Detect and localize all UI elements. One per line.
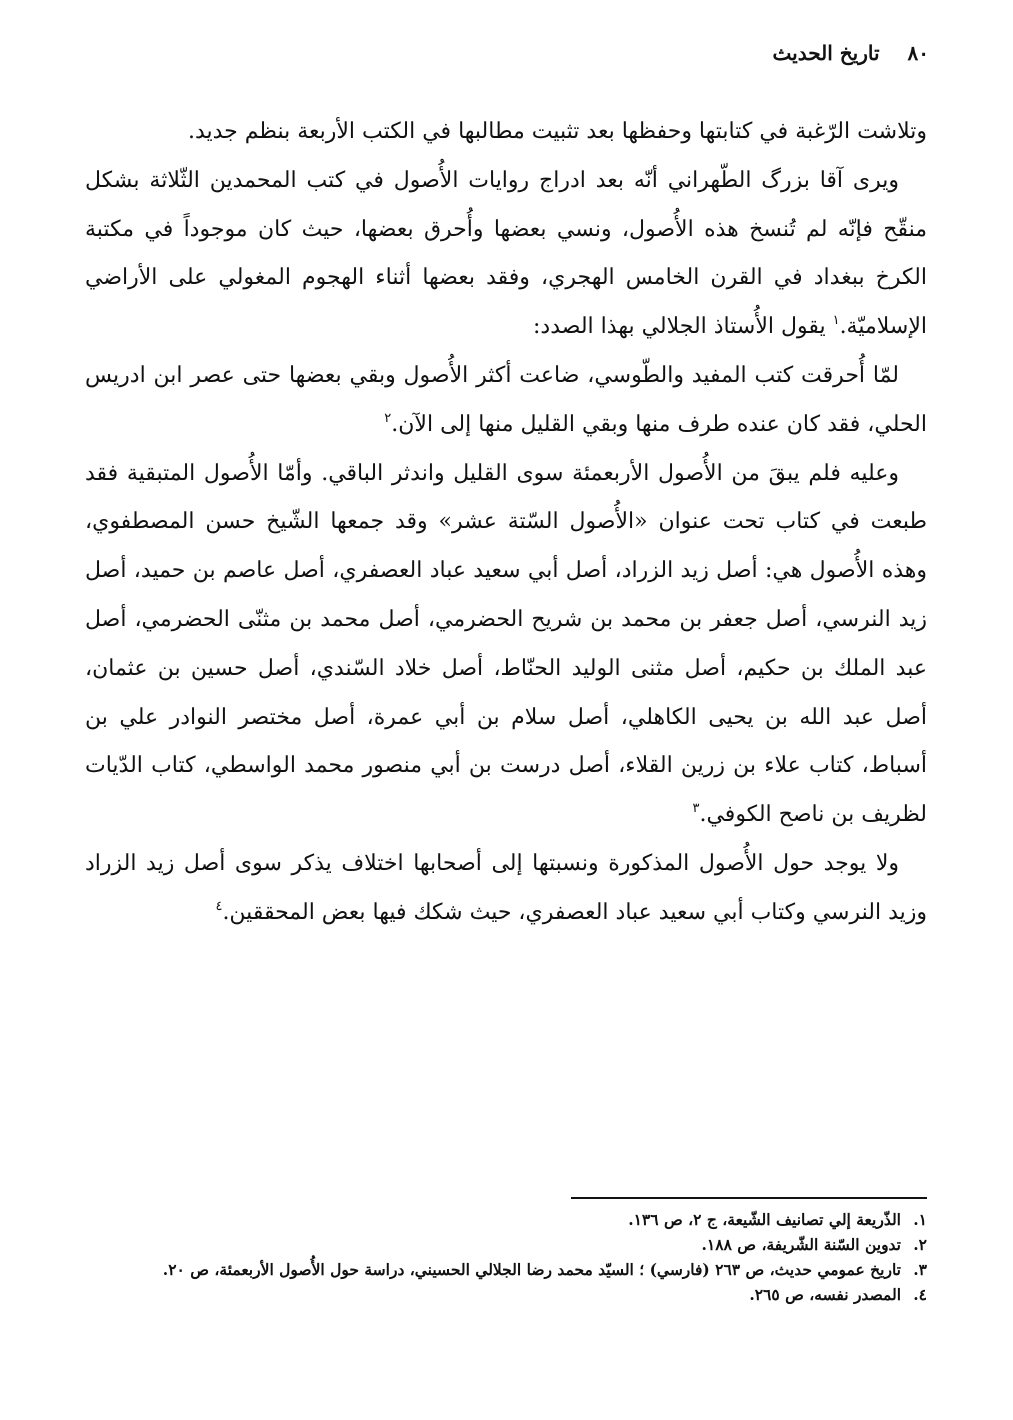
paragraph	[85, 157, 927, 352]
paragraph-text: وعليه فلم يبقَ من الأُصول الأربعمئة سوى القليل واندثر الباقي. وأمّا الأُصول المتبقية فقد طبعت في كتاب تحت عنوان «الأُصول السّتة عشر» وقد جمعها الشّيخ حسن المصطفوي، وهذه الأُصول هي: أصل زيد الزراد، أصل أبي سعيد عباد العصفري، أصل عاصم بن حميد، أصل زيد النرسي، أصل جعفر بن محمد بن شريح الحضرمي، أصل محمد بن مثنّى الحضرمي، أصل عبد الملك بن حكيم، أصل مثنى الوليد الحنّاط، أصل خلاد السّندي، أصل حسين بن عثمان، أصل عبد الله بن يحيى الكاهلي، أصل سلام بن أبي عمرة، أصل مختصر النوادر علي بن أسباط، كتاب علاء بن زرين القلاء، أصل درست بن أبي منصور محمد الواسطي، كتاب الدّيات لظريف بن ناصح الكوفي.	[85, 460, 927, 828]
footnote-number: ٢.	[913, 1235, 927, 1254]
running-header	[772, 38, 929, 68]
footnote-text: الذّريعة إلي تصانيف الشّيعة، ج ٢، ص ١٣٦.	[628, 1210, 901, 1229]
paragraph	[85, 450, 927, 840]
quotation-paragraph	[85, 352, 927, 450]
running-title: تاريخ الحديث	[772, 41, 880, 65]
footnote	[85, 1232, 927, 1257]
paragraph-text: لمّا أُحرقت كتب المفيد والطّوسي، ضاعت أكثر الأُصول وبقي بعضها حتى عصر ابن ادريس الحلي، فقد كان عنده طرف منها وبقي القليل منها إلى الآن.	[85, 362, 927, 437]
footnote-number: ١.	[913, 1210, 927, 1229]
footnote-ref[interactable]: ٤	[215, 898, 223, 914]
footnote-ref[interactable]: ٣	[692, 801, 700, 817]
body-text	[85, 108, 927, 938]
paragraph-text: ولا يوجد حول الأُصول المذكورة ونسبتها إلى أصحابها اختلاف يذكر سوى أصل زيد الزراد وزيد النرسي وكتاب أبي سعيد عباد العصفري، حيث شكك فيها بعض المحققين.	[85, 850, 927, 925]
paragraph-text: وتلاشت الرّغبة في كتابتها وحفظها بعد تثبيت مطالبها في الكتب الأربعة بنظم جديد.	[187, 119, 927, 144]
footnotes-list	[85, 1207, 927, 1307]
page-number: ٨٠	[907, 41, 929, 65]
footnote-text: تاريخ عمومي حديث، ص ٢٦٣ (فارسي) ؛ السيّد محمد رضا الجلالي الحسيني، دراسة حول الأُصول الأربعمئة، ص ٢٠.	[162, 1260, 901, 1279]
footnote-ref[interactable]: ٢	[384, 410, 392, 426]
footnote	[85, 1257, 927, 1282]
paragraph	[85, 840, 927, 938]
paragraph	[85, 108, 927, 157]
footnote-text: تدوين السّنة الشّريفة، ص ١٨٨.	[701, 1235, 901, 1254]
footnote-text: المصدر نفسه، ص ٢٦٥.	[749, 1285, 901, 1304]
footnote	[85, 1282, 927, 1307]
footnote-ref[interactable]: ١	[832, 313, 840, 329]
paragraph-text-tail: يقول الأُستاذ الجلالي بهذا الصدد:	[533, 314, 833, 340]
footnote-divider	[571, 1197, 927, 1199]
footnote-number: ٣.	[913, 1260, 927, 1279]
footnote	[85, 1207, 927, 1232]
footnote-number: ٤.	[913, 1285, 927, 1304]
paragraph-text: ويرى آقا بزرگ الطّهراني أنّه بعد ادراج روايات الأُصول في كتب المحمدين الثّلاثة بشكل منقّح فإنّه لم تُنسخ هذه الأُصول، ونسي بعضها وأُحرق بعضها، حيث كان موجوداً في مكتبة الكرخ ببغداد في القرن الخامس الهجري، وفقد بعضها أثناء الهجوم المغولي على الأراضي الإسلاميّة.	[85, 167, 928, 340]
